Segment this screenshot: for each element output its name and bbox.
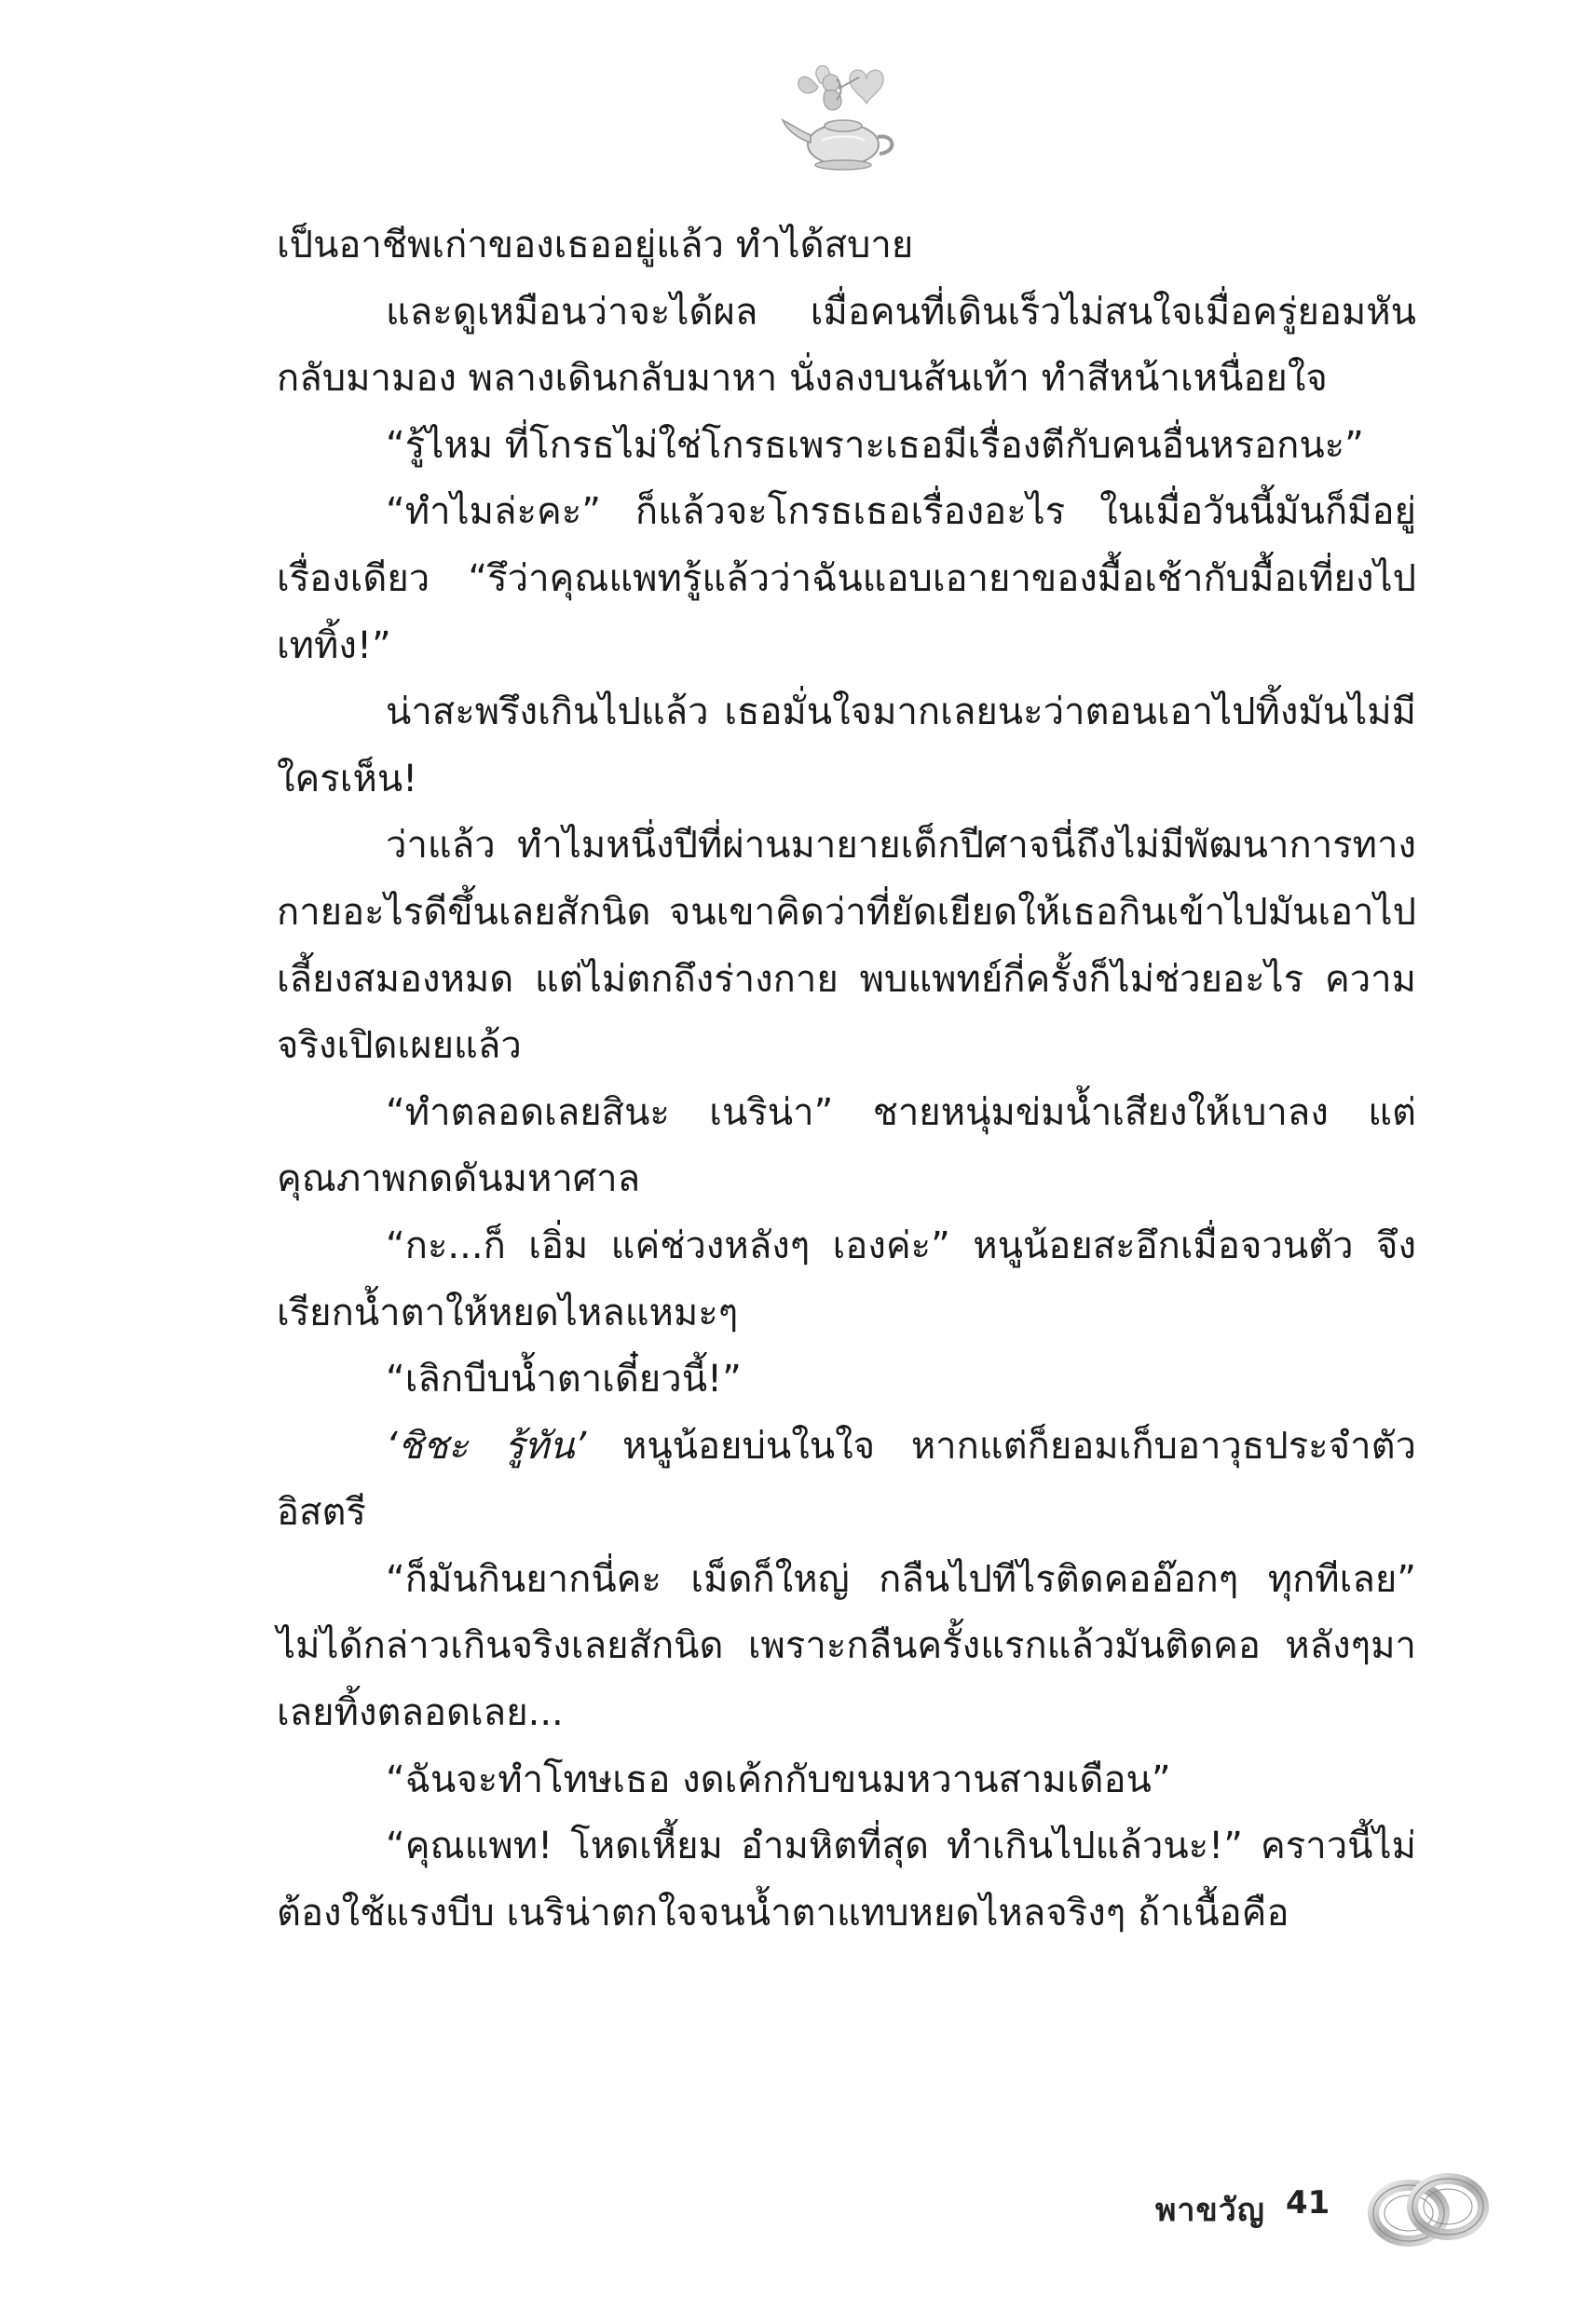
paragraph-11: “ก็มันกินยากนี่คะ เม็ดก็ใหญ่ กลืนไปทีไรติดคออ๊อกๆ ทุกทีเลย” ไม่ได้กล่าวเกินจริงเลยสักนิด เพราะกลืนครั้งแรกแล้วมันติดคอ หลังๆมาเลยทิ้งตลอดเลย... (277, 1557, 1416, 1735)
chapter-body (277, 212, 1416, 1947)
paragraph-5: น่าสะพรึงเกินไปแล้ว เธอมั่นใจมากเลยนะว่าตอนเอาไปทิ้งมันไม่มีใครเห็น! (277, 691, 1416, 800)
paragraph-10 (277, 1414, 1416, 1547)
paragraph-1: เป็นอาชีพเก่าของเธออยู่แล้ว ทำได้สบาย (277, 224, 914, 267)
paragraph-4: “ทำไมล่ะคะ” ก็แล้วจะโกรธเธอเรื่องอะไร ในเมื่อวันนี้มันก็มีอยู่เรื่องเดียว “รึว่าคุณแพทรู้แล้วว่าฉันแอบเอายาของมื้อเช้ากับมื้อเที่ยงไปเททิ้ง!” (277, 490, 1416, 667)
paragraph-13: “คุณแพท! โหดเหี้ยม อำมหิตที่สุด ทำเกินไปแล้วนะ!” คราวนี้ไม่ต้องใช้แรงบีบ เนริน่าตกใจจนน้ำตาแทบหยดไหลจริงๆ ถ้าเนื้อคือ (277, 1825, 1416, 1935)
italic-thought: ‘ชิชะ รู้ทัน’ (386, 1424, 587, 1468)
page-number: 41 (1286, 2184, 1330, 2222)
paragraph-7: “ทำตลอดเลยสินะ เนริน่า” ชายหนุ่มข่มน้ำเสียงให้เบาลง แต่คุณภาพกดดันมหาศาล (277, 1090, 1416, 1201)
wedding-rings-icon (1362, 2162, 1493, 2255)
paragraph-2: และดูเหมือนว่าจะได้ผล เมื่อคนที่เดินเร็วไม่สนใจเมื่อครู่ยอมหันกลับมามอง พลางเดินกลับมาหา นั่งลงบนส้นเท้า ทำสีหน้าเหนื่อยใจ (277, 290, 1416, 401)
paragraph-3: “รู้ไหม ที่โกรธไม่ใช่โกรธเพราะเธอมีเรื่องตีกับคนอื่นหรอกนะ” (386, 423, 1364, 467)
cupid-teapot-ornament-icon (773, 51, 913, 182)
page-footer (1155, 2162, 1584, 2264)
paragraph-6: ว่าแล้ว ทำไมหนึ่งปีที่ผ่านมายายเด็กปีศาจนี่ถึงไม่มีพัฒนาการทางกายอะไรดีขึ้นเลยสักนิด จนเขาคิดว่าที่ยัดเยียดให้เธอกินเข้าไปมันเอาไปเลี้ยงสมองหมด แต่ไม่ตกถึงร่างกาย พบแพทย์กี่ครั้งก็ไม่ช่วยอะไร ความจริงเปิดเผยแล้ว (277, 824, 1416, 1068)
paragraph-12: “ฉันจะทำโทษเธอ งดเค้กกับขนมหวานสามเดือน” (386, 1757, 1171, 1801)
book-title: พาขวัญ (1155, 2192, 1265, 2229)
paragraph-8: “กะ...ก็ เอิ่ม แค่ช่วงหลังๆ เองค่ะ” หนูน้อยสะอึกเมื่อจวนตัว จึงเรียกน้ำตาให้หยดไหลแหมะๆ (277, 1224, 1416, 1334)
paragraph-10-text: หนูน้อยบ่นในใจ หากแต่ก็ยอมเก็บอาวุธประจำตัวอิสตรี (277, 1424, 1417, 1535)
paragraph-9: “เลิกบีบน้ำตาเดี๋ยวนี้!” (386, 1358, 742, 1402)
